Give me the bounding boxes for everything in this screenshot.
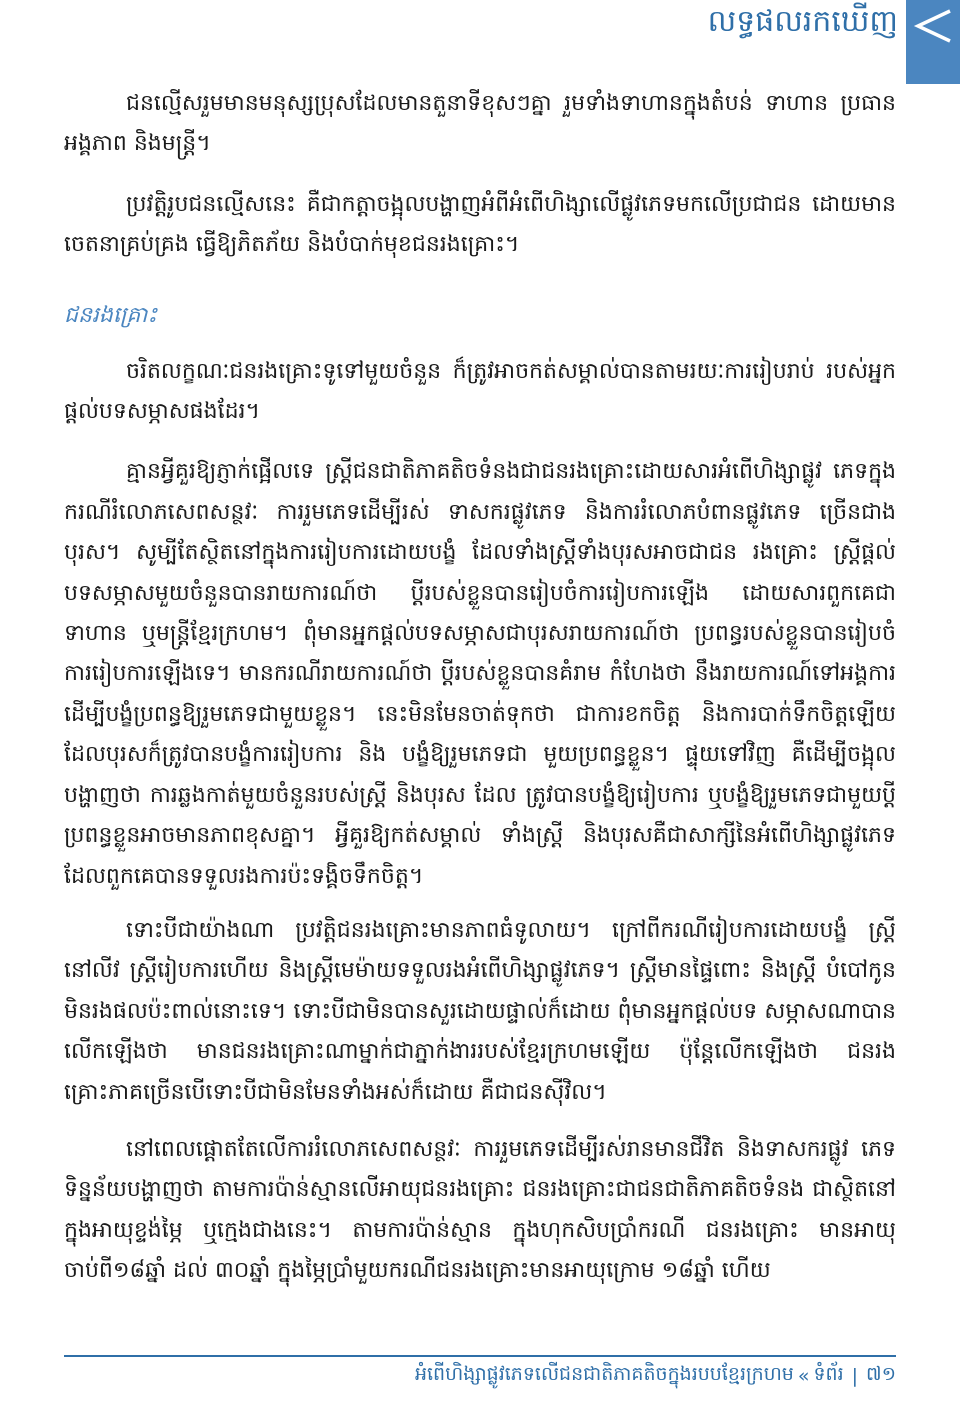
page-number: ៧១ (866, 1363, 896, 1385)
section-heading-victims: ជនរងគ្រោះ (64, 302, 158, 328)
chapter-tab (906, 0, 960, 84)
page-section-title: លទ្ធផលរកឃើញ (707, 4, 898, 39)
paragraph-victim-profile-range: ទោះបីជាយ៉ាងណា ប្រវត្តិជនរងគ្រោះមានភាពធំទូលាយ។ ក្រៅពីករណីរៀបការដោយបង្ខំ ស្ត្រីនៅលីវ ស្ត្រីរៀបការហើយ និងស្ត្រីមេម៉ាយទទួលរងអំពើហិង្សាផ្លូវភេទ។ ស្ត្រីមានផ្ទៃពោះ និងស្ត្រី បំបៅកូនមិនរងផលប៉ះពាល់នោះទេ។ ទោះបីជាមិនបានសួរដោយផ្ទាល់ក៏ដោយ ពុំមានអ្នកផ្តល់បទ សម្ភាសណាបានលើកឡើងថា មានជនរងគ្រោះណាម្នាក់ជាភ្នាក់ងាររបស់ខ្មែរក្រហមឡើយ ប៉ុន្តែលើកឡើងថា ជនរងគ្រោះភាគច្រើនបើទោះបីជាមិនមែនទាំងអស់ក៏ដោយ គឺជាជនស៊ីវិល។ (64, 917, 896, 1105)
footer-running-title: អំពើហិង្សាផ្លូវភេទលើជនជាតិភាគតិចក្នុងរបបខ្មែរក្រហម (414, 1363, 794, 1385)
paragraph-perpetrator-profile: ប្រវត្តិរូបជនល្មើសនេះ គឺជាកត្តាចង្អុលបង្ហាញអំពីអំពើហិង្សាលើផ្លូវភេទមកលើប្រជាជន ដោយមានចេតនាគ្រប់គ្រង ធ្វើឱ្យភិតភ័យ និងបំបាក់មុខជនរងគ្រោះ។ (64, 191, 896, 258)
footer-page-label: ទំព័រ (813, 1363, 844, 1385)
page-footer (415, 1362, 896, 1390)
paragraph-victim-characteristics: ចរិតលក្ខណៈជនរងគ្រោះទូទៅមួយចំនួន ក៏ត្រូវអាចកត់សម្គាល់បានតាមរយៈការរៀបរាប់ របស់អ្នកផ្តល់បទសម្ភាសផងដែរ។ (64, 358, 896, 425)
footer-separator: | (851, 1365, 859, 1387)
paragraph-women-victims: គ្មានអ្វីគួរឱ្យភ្ញាក់ផ្អើលទេ ស្ត្រីជនជាតិភាគតិចទំនងជាជនរងគ្រោះដោយសារអំពើហិង្សាផ្លូវ ភេទក្នុងករណីរំលោភសេពសន្ថវៈ ការរួមភេទដើម្បីរស់ ទាសករផ្លូវភេទ និងការរំលោភបំពានផ្លូវភេទ ច្រើនជាងបុរស។ សូម្បីតែស្ថិតនៅក្នុងការរៀបការដោយបង្ខំ ដែលទាំងស្ត្រីទាំងបុរសអាចជាជន រងគ្រោះ ស្ត្រីផ្តល់បទសម្ភាសមួយចំនួនបានរាយការណ៍ថា ប្តីរបស់ខ្លួនបានរៀបចំការរៀបការឡើង ដោយសារពួកគេជាទាហាន ឬមន្ត្រីខ្មែរក្រហម។ ពុំមានអ្នកផ្តល់បទសម្ភាសជាបុរសរាយការណ៍ថា ប្រពន្ធរបស់ខ្លួនបានរៀបចំការរៀបការឡើងទេ។ មានករណីរាយការណ៍ថា ប្តីរបស់ខ្លួនបានគំរាម កំហែងថា នឹងរាយការណ៍ទៅអង្គការដើម្បីបង្ខំប្រពន្ធឱ្យរួមភេទជាមួយខ្លួន។ នេះមិនមែនចាត់ទុកថា ជាការខកចិត្ត និងការបាក់ទឹកចិត្តឡើយ ដែលបុរសក៏ត្រូវបានបង្ខំការរៀបការ និង បង្ខំឱ្យរួមភេទជា មួយប្រពន្ធខ្លួន។ ផ្ទុយទៅវិញ គឺដើម្បីចង្អុលបង្ហាញថា ការឆ្លងកាត់មួយចំនួនរបស់ស្ត្រី និងបុរស ដែល ត្រូវបានបង្ខំឱ្យរៀបការ ឬបង្ខំឱ្យរួមភេទជាមួយប្តីប្រពន្ធខ្លួនអាចមានភាពខុសគ្នា។ អ្វីគួរឱ្យកត់សម្គាល់ ទាំងស្ត្រី និងបុរសគឺជាសាក្សីនៃអំពើហិង្សាផ្លូវភេទ ដែលពួកគេបានទទួលរងការប៉ះទង្គិចទឹកចិត្ត។ (64, 459, 896, 889)
paragraph-perpetrators-roles: ជនល្មើសរួមមានមនុស្សប្រុសដែលមានតួនាទីខុសៗគ្នា រួមទាំងទាហានក្នុងតំបន់ ទាហាន ប្រធានអង្គភាព និងមន្ត្រី។ (64, 91, 896, 157)
document-body (64, 84, 896, 1312)
chevron-left-icon (912, 8, 954, 44)
paragraph-victim-ages: នៅពេលផ្តោតតែលើការរំលោភសេពសន្ថវៈ ការរួមភេទដើម្បីរស់រានមានជីវិត និងទាសករផ្លូវ ភេទ ទិន្នន័យបង្ហាញថា តាមការប៉ាន់ស្មានលើអាយុជនរងគ្រោះ ជនរងគ្រោះជាជនជាតិភាគតិចទំនង ជាស្ថិតនៅក្នុងអាយុខ្ទង់ម្ភៃ ឬក្មេងជាងនេះ។ តាមការប៉ាន់ស្មាន ក្នុងហុកសិបប្រាំករណី ជនរងគ្រោះ មានអាយុចាប់ពី១៨ឆ្នាំ ដល់ ៣០ឆ្នាំ ក្នុងម្ភៃប្រាំមួយករណីជនរងគ្រោះមានអាយុក្រោម ១៨ឆ្នាំ ហើយ (64, 1136, 896, 1284)
footer-arrow: « (797, 1365, 810, 1387)
footer-divider (64, 1355, 896, 1357)
